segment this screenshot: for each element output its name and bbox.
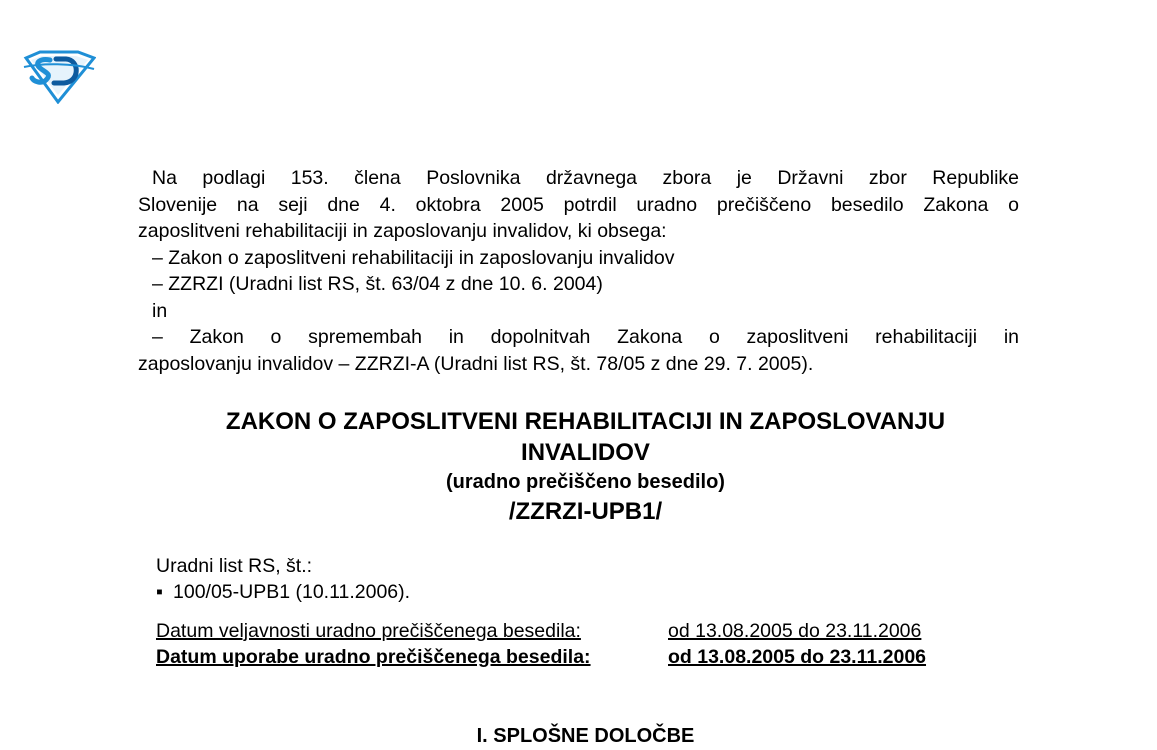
intro-paragraph <box>138 165 1019 377</box>
law-subtitle: (uradno prečiščeno besedilo) <box>446 471 725 493</box>
use-label: Datum uporabe uradno prečiščenega besedila: <box>156 646 591 668</box>
intro-line-8: zaposlovanju invalidov – ZZRZI-A (Uradni list RS, št. 78/05 z dne 29. 7. 2005). <box>138 352 814 375</box>
sd-logo-icon <box>22 50 96 104</box>
law-title-line-1: ZAKON O ZAPOSLITVENI REHABILITACIJI IN ZAPOSLOVANJU <box>225 408 946 435</box>
validity-label: Datum veljavnosti uradno prečiščenega besedila: <box>156 620 581 642</box>
intro-line-2: Slovenije na seji dne 4. oktobra 2005 potrdil uradno prečiščeno besedilo Zakona o <box>138 193 1019 216</box>
validity-block <box>156 618 926 670</box>
gazette-entry-text: 100/05-UPB1 (10.11.2006). <box>173 581 411 603</box>
gazette-entry <box>156 579 410 605</box>
law-title <box>138 406 1033 527</box>
validity-row <box>156 618 926 644</box>
bullet-icon: ▪ <box>156 581 163 603</box>
section-heading: I. SPLOŠNE DOLOČBE <box>476 725 695 747</box>
intro-line-4: – Zakon o zaposlitveni rehabilitaciji in zaposlovanju invalidov <box>152 246 675 269</box>
intro-line-5: – ZZRZI (Uradni list RS, št. 63/04 z dne 10. 6. 2004) <box>152 273 603 295</box>
law-title-line-2: INVALIDOV <box>521 439 650 466</box>
gazette-block <box>156 553 410 605</box>
validity-value: od 13.08.2005 do 23.11.2006 <box>668 620 922 642</box>
intro-line-7: – Zakon o spremembah in dopolnitvah Zakona o zaposlitveni rehabilitaciji in <box>152 326 1019 348</box>
intro-line-1: Na podlagi 153. člena Poslovnika državnega zbora je Državni zbor Republike <box>152 167 1019 189</box>
use-value: od 13.08.2005 do 23.11.2006 <box>668 646 927 668</box>
gazette-label: Uradni list RS, št.: <box>156 555 313 577</box>
use-row <box>156 644 926 670</box>
law-code: /ZZRZI-UPB1/ <box>508 498 663 525</box>
intro-line-3: zaposlitveni rehabilitaciji in zaposlovanju invalidov, ki obsega: <box>138 220 667 242</box>
intro-line-6: in <box>152 299 168 322</box>
